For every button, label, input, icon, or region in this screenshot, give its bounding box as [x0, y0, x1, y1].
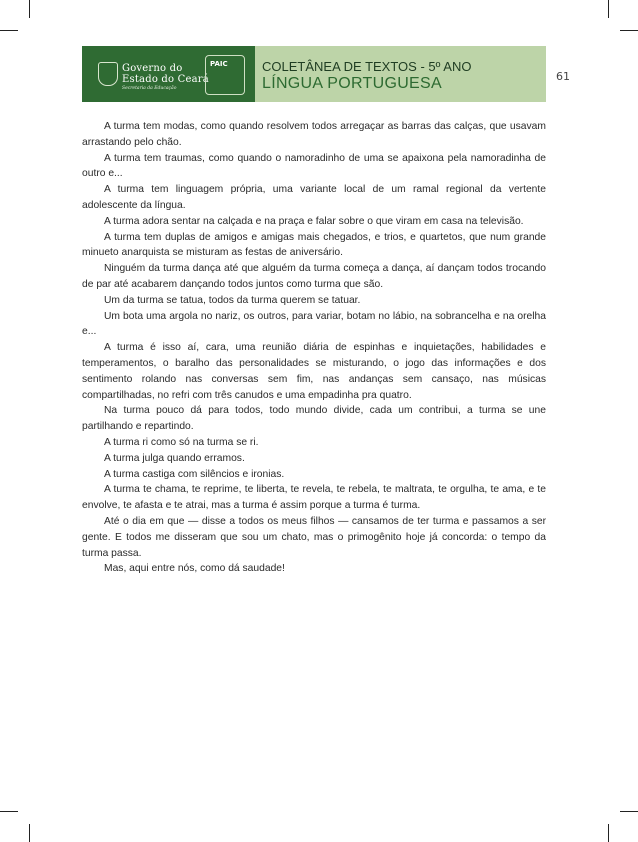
paragraph: A turma tem linguagem própria, uma variante local de um ramal regional da vertente adolescente da língua.	[82, 184, 546, 211]
collection-title: COLETÂNEA DE TEXTOS - 5º ANO	[262, 59, 472, 74]
paic-logo-icon: PAIC	[205, 55, 245, 95]
paragraph: A turma te chama, te reprime, te liberta, te revela, te rebela, te maltrata, te orgulha, te ama, e te envolve, te afasta e te atrai, mas a turma é assim porque a turma é turma.	[82, 484, 546, 512]
paragraph: A turma é isso aí, cara, uma reunião diária de espinhas e inquietações, habilidades e temperamentos, o baralho das personalidades se misturando, o jogo das informações e dos sentimento rolando nas conversas sem fim, nas andanças sem cansaço, nas músicas compartilhadas, no refri com três canudos e uma empadinha pra quatro.	[82, 342, 546, 401]
crop-mark	[620, 811, 638, 812]
crop-mark	[29, 824, 30, 842]
crop-mark	[0, 811, 18, 812]
paragraph: A turma tem duplas de amigos e amigas mais chegados, e trios, e quartetos, que num grande minueto anarquista se misturam as festas de aniversário.	[82, 231, 546, 259]
crop-mark	[0, 30, 18, 31]
subject-title: LÍNGUA PORTUGUESA	[262, 75, 442, 92]
paragraph: Até o dia em que — disse a todos os meus filhos — cansamos de ter turma e passamos a ser gente. E todos me disseram que sou um chato, mas o primogênito hoje já concorda: o tempo da turma passa.	[82, 515, 546, 559]
paragraph: A turma ri como só na turma se ri.	[104, 436, 259, 448]
crop-mark	[608, 0, 609, 18]
paragraph: Um da turma se tatua, todos da turma querem se tatuar.	[104, 294, 361, 306]
paragraph: A turma tem modas, como quando resolvem todos arregaçar as barras das calças, que usavam arrastando pelo chão.	[82, 121, 546, 148]
crop-mark	[620, 30, 638, 31]
paragraph: A turma tem traumas, como quando o namoradinho de uma se apaixona pela namoradinha de outro e...	[82, 152, 546, 180]
paragraph: Ninguém da turma dança até que alguém da turma começa a dança, aí dançam todos trocando de par até acabarem dançando todos juntos como turma que são.	[82, 263, 546, 290]
gov-line1: Governo do	[122, 63, 183, 74]
gov-line2: Estado do Ceará	[122, 74, 209, 85]
gov-line3: Secretaria da Educação	[122, 86, 177, 91]
paragraph: Na turma pouco dá para todos, todo mundo divide, cada um contribui, a turma se une partilhando e repartindo.	[82, 405, 546, 433]
paragraph: A turma julga quando erramos.	[104, 452, 245, 464]
crop-mark	[29, 0, 30, 18]
government-logo-panel	[82, 46, 255, 102]
paragraph: A turma adora sentar na calçada e na praça e falar sobre o que viram em casa na televisão.	[104, 215, 524, 227]
body-text	[82, 119, 546, 577]
paragraph: Mas, aqui entre nós, como dá saudade!	[104, 563, 285, 575]
crop-mark	[608, 824, 609, 842]
paragraph: A turma castiga com silêncios e ironias.	[104, 468, 285, 480]
header-banner	[82, 46, 546, 102]
page-number: 61	[556, 70, 570, 83]
coat-of-arms-icon	[98, 62, 118, 86]
title-panel	[255, 46, 546, 102]
paragraph: Um bota uma argola no nariz, os outros, para variar, botam no lábio, na sobrancelha e na orelha e...	[82, 310, 546, 338]
